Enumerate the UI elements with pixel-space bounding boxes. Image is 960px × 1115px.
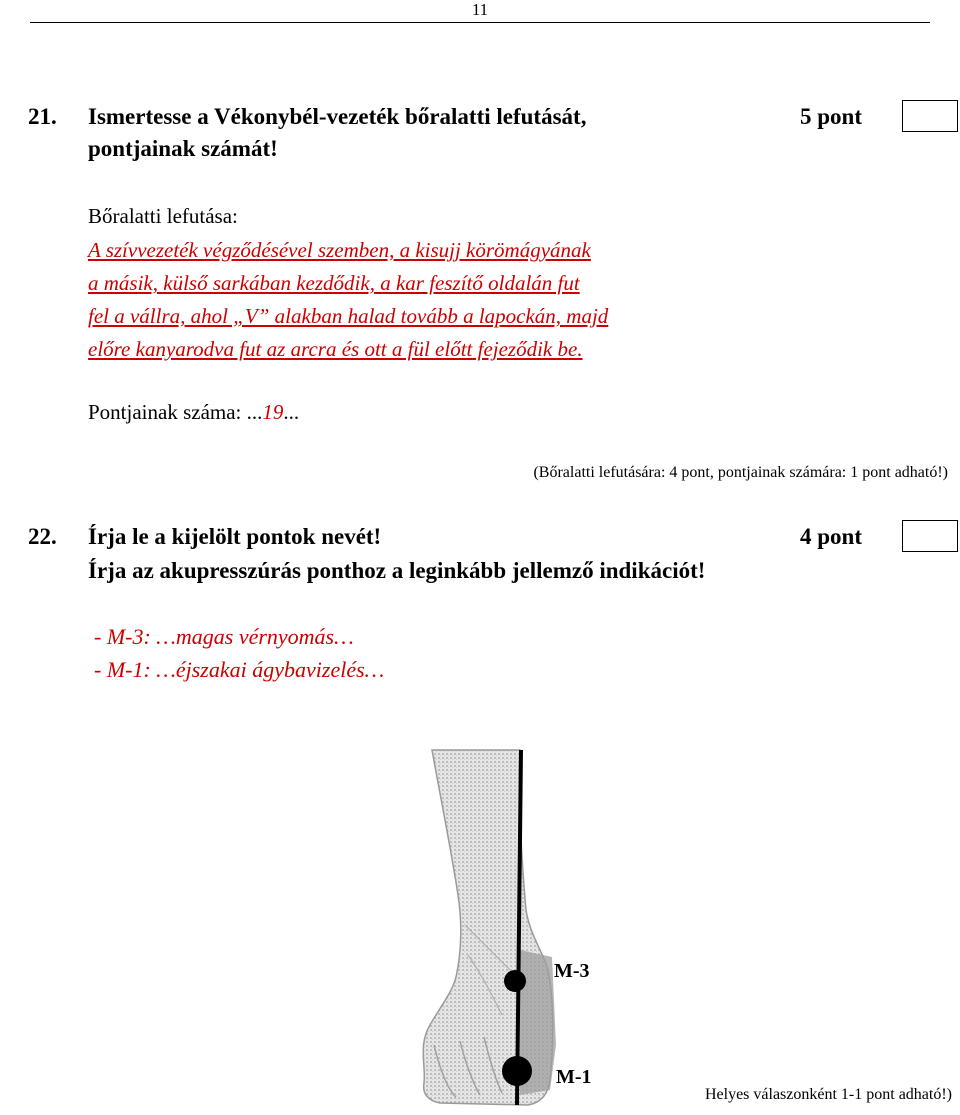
count-suffix: ... <box>283 400 300 424</box>
header-rule <box>30 22 930 23</box>
question-22-number: 22. <box>28 524 57 549</box>
foot-figure <box>370 745 640 1110</box>
count-value: 19 <box>262 400 284 424</box>
label-m1: M-1 <box>556 1066 592 1088</box>
question-22-score-box[interactable] <box>902 520 958 552</box>
page-number: 11 <box>471 0 489 19</box>
count-line <box>88 400 299 425</box>
point-m1 <box>502 1056 532 1086</box>
question-21-number: 21. <box>28 104 57 129</box>
question-21-title-line1: Ismertesse a Vékonybél-vezeték bőralatti lefutását, <box>88 104 587 129</box>
question-21-title-line2: pontjainak számát! <box>88 136 278 161</box>
label-m3: M-3 <box>554 960 590 982</box>
question-21-note: (Bőralatti lefutására: 4 pont, pontjainak számára: 1 pont adható!) <box>533 464 948 481</box>
answer-line-1: A szívvezeték végződésével szemben, a kisujj körömágyának <box>88 238 591 262</box>
answer-line-4: előre kanyarodva fut az arcra és ott a fül előtt fejeződik be. <box>88 337 583 361</box>
answer-m3: - M-3: …magas vérnyomás… <box>94 624 354 649</box>
count-label: Pontjainak száma: ... <box>88 400 263 424</box>
question-22-points: 4 pont <box>800 524 862 549</box>
question-22-note: Helyes válaszonként 1-1 pont adható!) <box>704 1086 952 1103</box>
point-m3 <box>504 970 526 992</box>
foot-illustration <box>370 745 640 1110</box>
question-22-title-line2: Írja az akupresszúrás ponthoz a leginkább jellemző indikációt! <box>88 558 706 583</box>
question-21-score-box[interactable] <box>902 100 958 132</box>
answer-m1: - M-1: …éjszakai ágybavizelés… <box>94 657 385 682</box>
answer-line-3: fel a vállra, ahol „V” alakban halad tovább a lapockán, majd <box>88 304 609 328</box>
answer-line-2: a másik, külső sarkában kezdődik, a kar feszítő oldalán fut <box>88 271 580 295</box>
question-21-points: 5 pont <box>800 104 862 129</box>
answer-label: Bőralatti lefutása: <box>88 204 238 228</box>
question-22-title-line1: Írja le a kijelölt pontok nevét! <box>88 524 382 549</box>
